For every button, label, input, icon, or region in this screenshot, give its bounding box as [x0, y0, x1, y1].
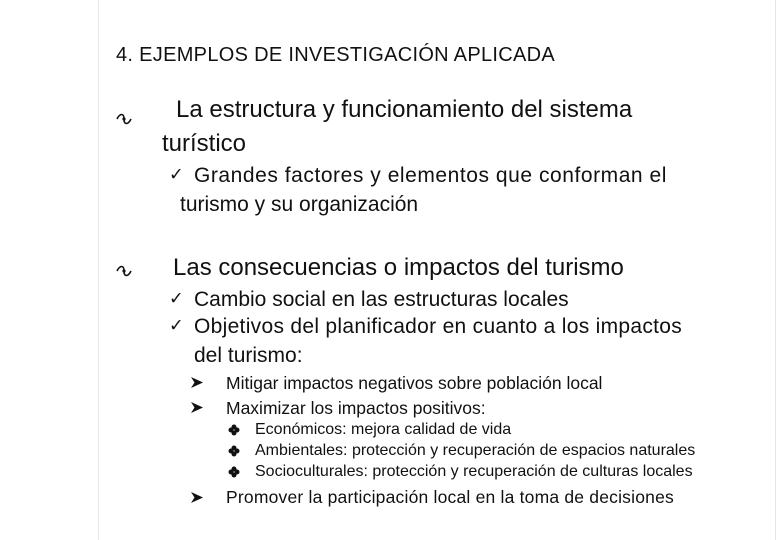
left-divider [98, 0, 99, 540]
list-item-line1 [194, 164, 750, 188]
sub-list-item: Promover la participación local en la toma de decisiones [226, 487, 674, 507]
diamond-bullet-icon [228, 466, 240, 478]
list-item-line1 [194, 315, 750, 339]
arrow-bullet-icon [190, 401, 204, 414]
slide-title: 4. EJEMPLOS DE INVESTIGACIÓN APLICADA [116, 44, 555, 66]
checkmark-icon: ✓ [169, 316, 184, 336]
ornament-bullet-icon [115, 263, 133, 279]
list-item-text: Objetivos del planificador en cuanto a los impactos [194, 315, 683, 338]
section-heading-text: La estructura y funcionamiento del sistema [176, 96, 633, 123]
section-heading-line2: turístico [162, 130, 247, 157]
arrow-bullet-icon [190, 491, 204, 504]
section-heading: Las consecuencias o impactos del turismo [173, 254, 624, 281]
sub-list-item: Mitigar impactos negativos sobre población local [226, 373, 603, 393]
sub-list-item: Maximizar los impactos positivos: [226, 398, 486, 418]
list-item: Cambio social en las estructuras locales [194, 288, 569, 311]
list-item-line2: del turismo: [194, 344, 303, 367]
section-heading-line1 [176, 96, 750, 124]
diamond-bullet-icon [228, 445, 240, 457]
detail-item: Socioculturales: protección y recuperación de culturas locales [255, 463, 693, 480]
right-divider [775, 0, 776, 540]
checkmark-icon: ✓ [169, 289, 184, 309]
list-item-line2: turismo y su organización [180, 193, 419, 216]
ornament-bullet-icon [115, 111, 133, 127]
diamond-bullet-icon [228, 424, 240, 436]
detail-item: Económicos: mejora calidad de vida [255, 421, 512, 438]
arrow-bullet-icon [190, 376, 204, 389]
checkmark-icon: ✓ [169, 165, 184, 185]
list-item-text: Grandes factores y elementos que conforman el [194, 164, 667, 187]
detail-item: Ambientales: protección y recuperación de espacios naturales [255, 442, 696, 459]
